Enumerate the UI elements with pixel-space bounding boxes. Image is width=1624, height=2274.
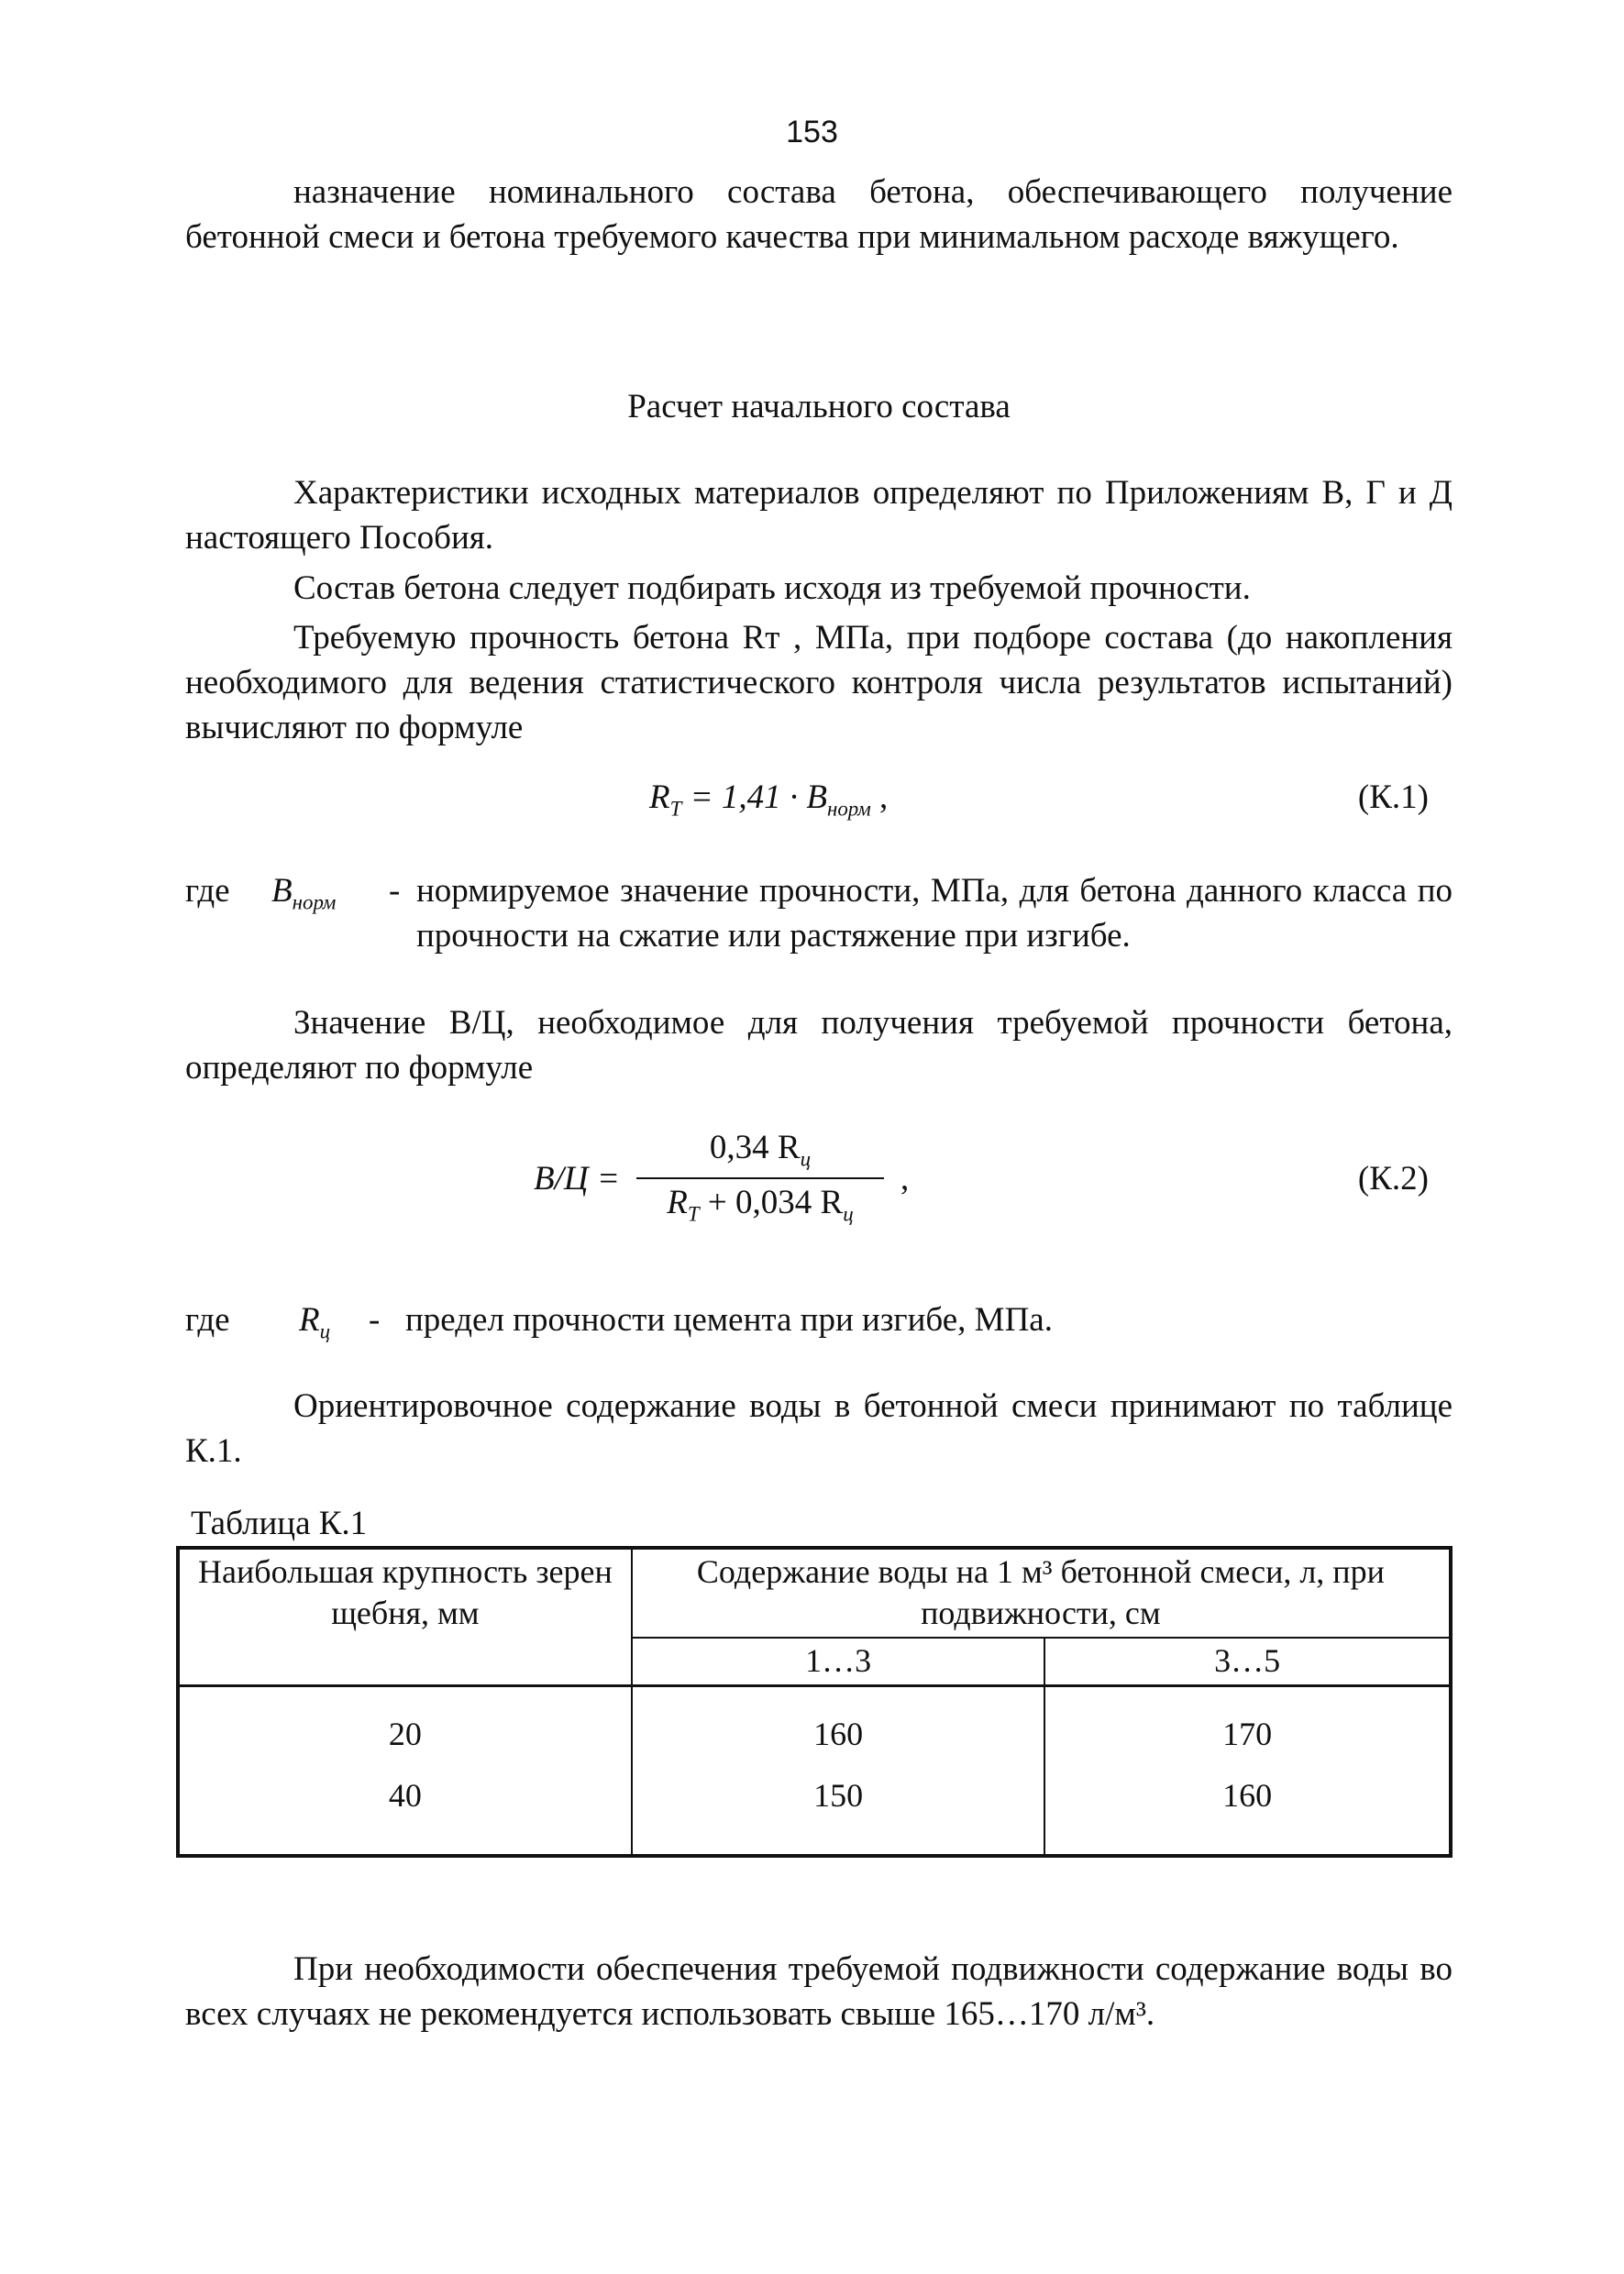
paragraph-strength: Состав бетона следует подбирать исходя из требуемой прочности. [293, 568, 1251, 607]
body-paragraphs-1 [185, 471, 1453, 751]
where-word: где [185, 872, 230, 910]
paragraph-materials: Характеристики исходных материалов определяют по Приложениям В, Г и Д настоящего Пособия. [185, 474, 1453, 557]
table-cell: 170 [1044, 1685, 1451, 1764]
definition-r-c [185, 1298, 1453, 1344]
formula-k2-fraction [636, 1126, 884, 1228]
water-content-table [176, 1546, 1453, 1858]
intro-paragraph [185, 171, 1453, 260]
section-title-block [185, 385, 1453, 430]
formula-k2-denominator: $R_T + 0,034$ $R_ц$ [667, 1183, 854, 1226]
table-header-aggregate-size: Наибольшая крупность зерен щебня, мм [178, 1548, 632, 1685]
definition-symbol: $B_{норм}$ [271, 872, 337, 914]
definition-symbol-2: $R_ц$ [299, 1301, 331, 1343]
table-cell: 150 [632, 1764, 1045, 1856]
body-paragraph-water [185, 1385, 1453, 1474]
formula-k2-lhs: В/Ц = [534, 1160, 620, 1198]
paragraph-limit: При необходимости обеспечения требуемой подвижности содержание воды во всех случаях не рекомендуется использовать свыше 165…170 л/м³. [185, 1950, 1453, 2033]
body-paragraph-wc [185, 1001, 1453, 1091]
table-cell: 20 [178, 1685, 632, 1764]
definition-dash: - [389, 872, 401, 910]
where-word-2: где [185, 1301, 230, 1339]
paragraph-water: Ориентировочное содержание воды в бетонной смеси принимают по таблице К.1. [185, 1387, 1453, 1470]
section-title: Расчет начального состава [627, 388, 1011, 425]
paragraph-required-strength: Требуемую прочность бетона Rт , МПа, при подборе состава (до накопления необходимого для ведения статистического контроля числа результатов испытаний) вычисляют по формуле [185, 619, 1453, 747]
table-caption: Таблица К.1 [191, 1505, 368, 1542]
table-header-water-content: Содержание воды на 1 м³ бетонной смеси, л, при подвижности, см [632, 1548, 1451, 1638]
table-cell: 160 [632, 1685, 1045, 1764]
table-row [178, 1685, 1451, 1764]
formula-k1-expression: $R_T = 1,41 \cdot B_{норм}$ , [649, 778, 889, 821]
table-header-row [178, 1548, 1451, 1638]
table-subheader-mobility-2: 3…5 [1044, 1638, 1451, 1685]
formula-k1 [185, 776, 1453, 849]
page-number: 153 [786, 115, 838, 149]
table-subheader-mobility-1: 1…3 [632, 1638, 1045, 1685]
table-cell: 160 [1044, 1764, 1451, 1856]
definition-text-2: предел прочности цемента при изгибе, МПа. [405, 1301, 1053, 1339]
formula-k2-numerator: 0,34 $R_ц$ [636, 1126, 884, 1179]
paragraph-wc: Значение В/Ц, необходимое для получения требуемой прочности бетона, определяют по формуле [185, 1004, 1453, 1087]
table-row [178, 1764, 1451, 1856]
formula-k2-comma: , [900, 1160, 910, 1198]
table-cell: 40 [178, 1764, 632, 1856]
formula-k2 [185, 1126, 1453, 1254]
definition-b-norm [185, 869, 1453, 961]
definition-text: нормируемое значение прочности, МПа, для бетона данного класса по прочности на сжатие или растяжение при изгибе. [416, 872, 1453, 955]
body-paragraph-limit [185, 1948, 1453, 2037]
definition-dash-2: - [369, 1301, 381, 1339]
intro-text: назначение номинального состава бетона, обеспечивающего получение бетонной смеси и бетона требуемого качества при минимальном расходе вяжущего. [185, 173, 1453, 256]
formula-k2-number: (К.2) [1357, 1160, 1429, 1198]
formula-k1-number: (К.1) [1357, 778, 1429, 816]
